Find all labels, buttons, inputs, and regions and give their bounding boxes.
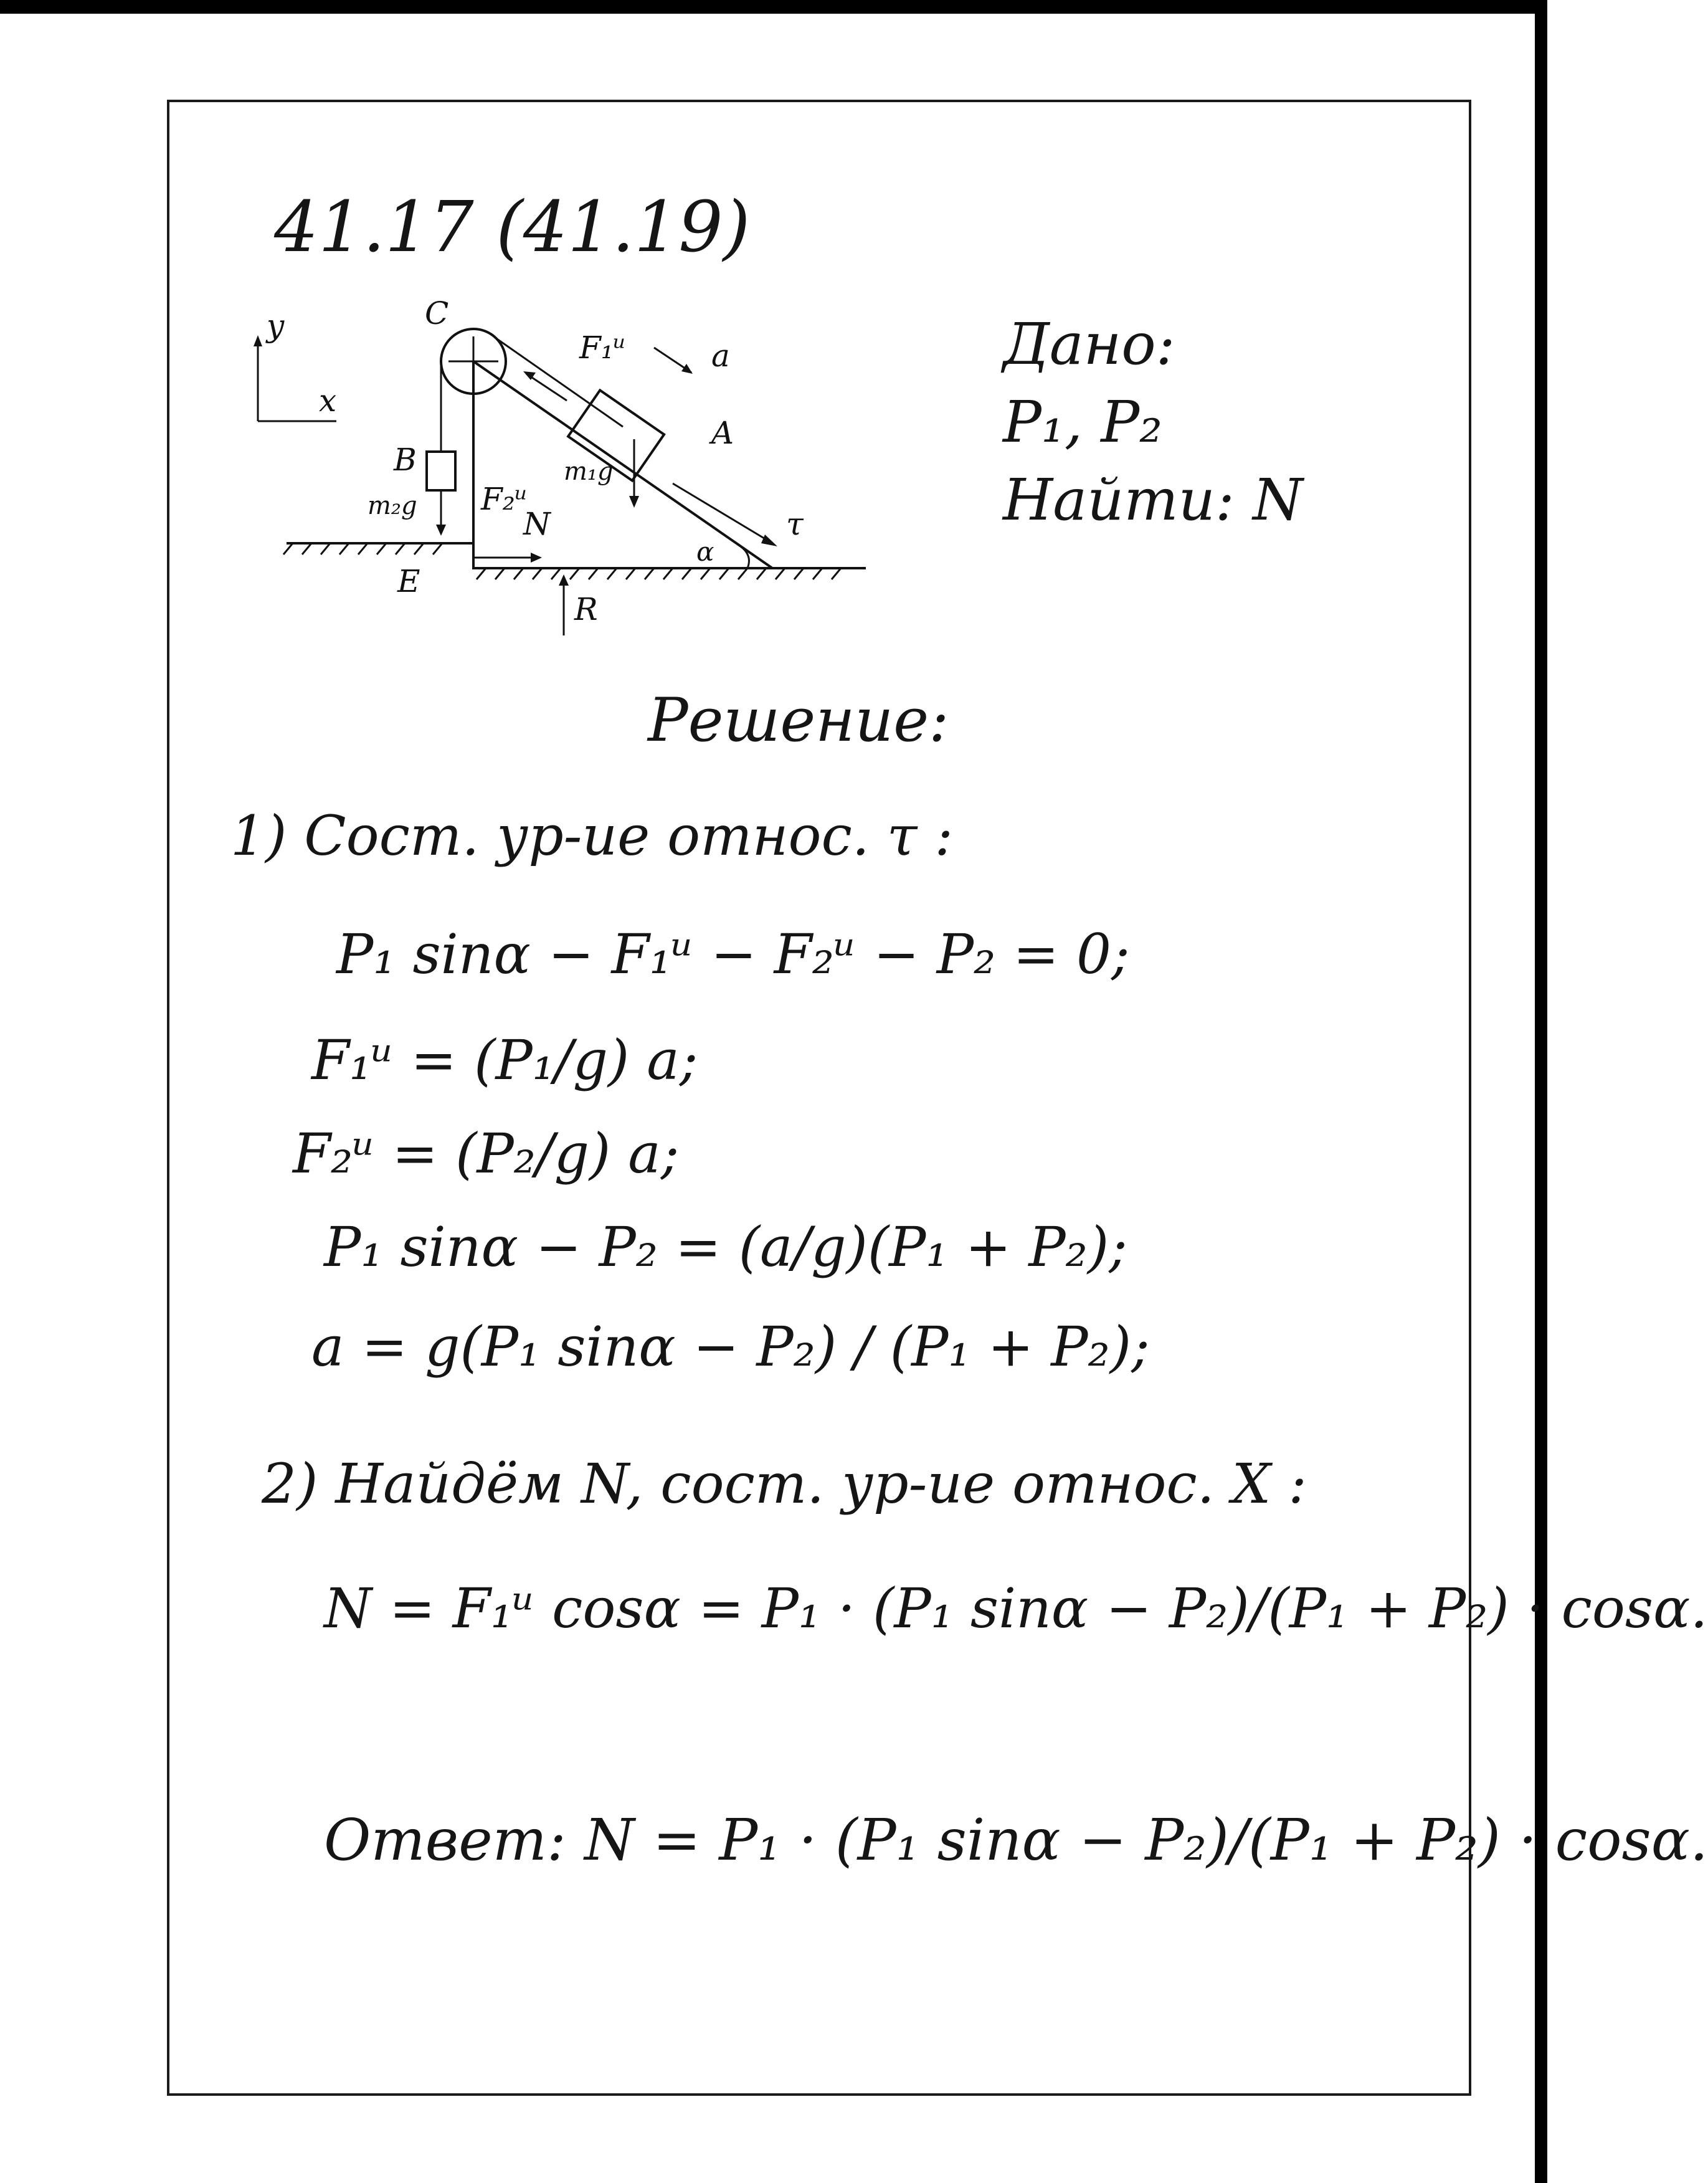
label-n: N bbox=[523, 506, 551, 542]
label-x: x bbox=[319, 383, 337, 419]
label-r: R bbox=[574, 591, 598, 627]
given-title: Дано: bbox=[1003, 311, 1175, 378]
solution-title: Решение: bbox=[648, 685, 949, 755]
ground-left-hatch bbox=[283, 543, 442, 554]
equation-3: F₂ᵘ = (P₂/g) a; bbox=[293, 1121, 680, 1186]
step1-header: 1) Сост. ур-ие относ. τ : bbox=[230, 804, 954, 868]
given-values: P₁, P₂ bbox=[1003, 389, 1163, 455]
block-b bbox=[427, 452, 455, 490]
label-m2g: m₂g bbox=[368, 492, 417, 520]
given-block bbox=[1003, 305, 1402, 542]
equation-5: a = g(P₁ sinα − P₂) / (P₁ + P₂); bbox=[311, 1315, 1150, 1379]
wedge-slope bbox=[473, 361, 772, 568]
label-alpha: α bbox=[696, 536, 714, 567]
equation-1: P₁ sinα − F₁ᵘ − F₂ᵘ − P₂ = 0; bbox=[336, 922, 1130, 986]
label-y: y bbox=[267, 308, 285, 344]
ground-right-hatch bbox=[477, 568, 841, 579]
label-tau: τ bbox=[786, 506, 804, 542]
find-label: Найти: N bbox=[1003, 467, 1303, 533]
label-m1g: m₁g bbox=[564, 457, 614, 486]
scan-edge-top bbox=[0, 0, 1547, 14]
problem-number: 41.17 (41.19) bbox=[274, 187, 751, 268]
f1-arrow bbox=[526, 374, 567, 401]
equation-6: N = F₁ᵘ cosα = P₁ · (P₁ sinα − P₂)/(P₁ + P₂) · cosα. bbox=[324, 1576, 1708, 1640]
answer-line: Ответ: N = P₁ · (P₁ sinα − P₂)/(P₁ + P₂) · cosα. bbox=[324, 1807, 1708, 1873]
step2-header: 2) Найдём N, сост. ур-ие относ. X : bbox=[262, 1452, 1307, 1516]
equation-2: F₁ᵘ = (P₁/g) a; bbox=[311, 1028, 698, 1092]
equation-4: P₁ sinα − P₂ = (a/g)(P₁ + P₂); bbox=[324, 1215, 1127, 1279]
label-b: B bbox=[394, 442, 417, 478]
label-c: C bbox=[425, 295, 449, 331]
mechanics-diagram bbox=[249, 295, 897, 648]
label-f1: F₁ᵘ bbox=[579, 330, 626, 366]
label-e: E bbox=[397, 563, 420, 599]
label-accel: a bbox=[711, 338, 730, 374]
label-f2: F₂ᵘ bbox=[481, 481, 528, 517]
label-a: A bbox=[711, 415, 734, 451]
